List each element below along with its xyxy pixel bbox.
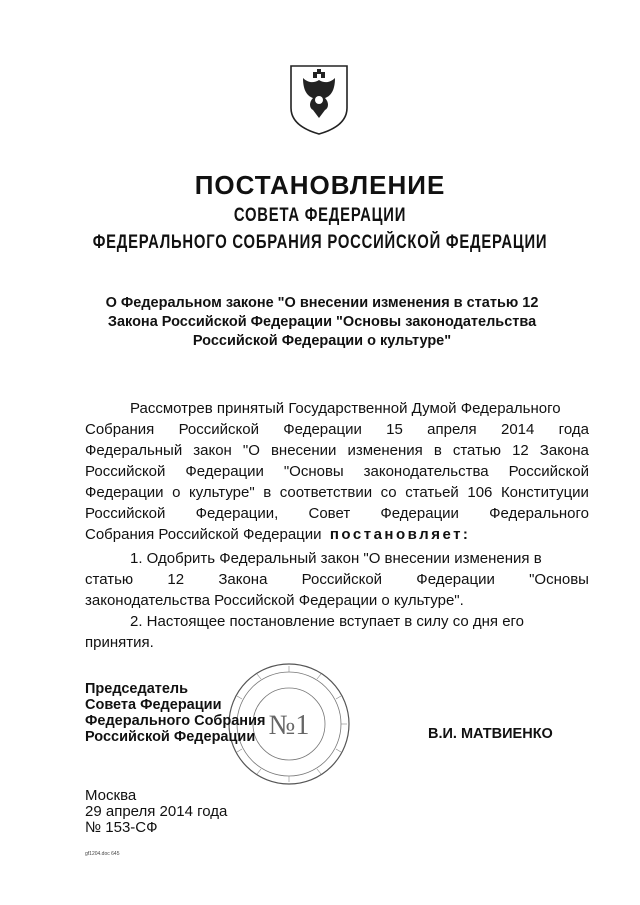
date: 29 апреля 2014 года <box>85 803 228 820</box>
word: Конституции <box>500 484 589 501</box>
word: Российской <box>178 421 259 438</box>
word: Федеральный <box>85 442 183 459</box>
text-line: 2. Настоящее постановление вступает в силу со дня его <box>130 613 525 630</box>
signer-line: Председатель <box>85 681 189 697</box>
signer-line: Федерального Собрания <box>85 713 266 729</box>
word: "О <box>242 442 260 459</box>
word: Федерации <box>185 463 264 480</box>
signer-position <box>85 681 265 745</box>
word: закон <box>193 442 232 459</box>
heading-line: О Федеральном законе "О внесении изменения в статью 12 <box>105 295 539 311</box>
signer-line: Российской Федерации <box>85 729 256 745</box>
word: Российской <box>301 571 383 588</box>
place-date-number <box>85 788 227 836</box>
text-line <box>85 569 589 590</box>
text-line <box>85 503 589 524</box>
heading-line: Закона Российской Федерации "Основы законодательства <box>107 314 537 330</box>
text-line: 1. Одобрить Федеральный закон "О внесении изменения в <box>130 550 542 567</box>
seal-number: №1 <box>268 710 310 741</box>
word: внесении <box>270 442 337 459</box>
document-title: ПОСТАНОВЛЕНИЕ <box>194 170 446 200</box>
word: апреля <box>427 421 477 438</box>
word: Федерации <box>416 571 495 588</box>
word: Российской <box>508 463 589 480</box>
text-line: Рассмотрев принятый Государственной Думой Федерального <box>130 400 561 417</box>
word: 12 <box>167 571 185 588</box>
signer-line: Совета Федерации <box>85 697 222 713</box>
word: Федерации <box>283 421 362 438</box>
text-line <box>85 461 589 482</box>
word: изменения <box>347 442 423 459</box>
word: культуре" <box>188 484 255 501</box>
word: статью <box>452 442 502 459</box>
word: в <box>263 484 272 501</box>
text-span: Собрания Российской Федерации <box>85 526 322 543</box>
word: Федерального <box>489 505 589 522</box>
word: 12 <box>512 442 529 459</box>
word: 106 <box>467 484 493 501</box>
word: "Основы <box>529 571 589 588</box>
resolution-items <box>85 548 589 653</box>
word: Федерации <box>85 484 164 501</box>
word: статьей <box>405 484 459 501</box>
state-emblem-icon <box>287 62 351 136</box>
word: года <box>558 421 589 438</box>
document-heading <box>80 294 564 351</box>
word: Закона <box>539 442 589 459</box>
word: соответствии <box>279 484 373 501</box>
document-number: № 153-СФ <box>85 819 158 836</box>
word: о <box>172 484 181 501</box>
word: в <box>433 442 442 459</box>
signer-name: В.И. МАТВИЕНКО <box>428 726 553 742</box>
issuer-line-2: ФЕДЕРАЛЬНОГО СОБРАНИЯ РОССИЙСКОЙ ФЕДЕРАЦИИ <box>92 232 548 253</box>
text-line <box>85 440 589 461</box>
text-line <box>85 482 589 503</box>
text-line <box>85 524 589 545</box>
preamble-paragraph <box>85 398 589 545</box>
word: со <box>380 484 397 501</box>
issuer-line-1: СОВЕТА ФЕДЕРАЦИИ <box>233 205 407 226</box>
word: статью <box>85 571 134 588</box>
word: 15 <box>386 421 403 438</box>
word: Федерации, <box>195 505 279 522</box>
word: "Основы <box>283 463 344 480</box>
text-line: принятия. <box>85 634 154 651</box>
decree-word: постановляет: <box>329 526 471 543</box>
word: Российской <box>85 463 166 480</box>
text-line: законодательства Российской Федерации о культуре". <box>85 592 464 609</box>
word: Закона <box>218 571 268 588</box>
text-line <box>85 419 589 440</box>
file-reference: gf1204.doc 645 <box>85 851 120 857</box>
heading-line: Российской Федерации о культуре" <box>192 333 452 349</box>
word: Федерации <box>380 505 459 522</box>
city: Москва <box>85 787 137 804</box>
word: Совет <box>308 505 351 522</box>
word: 2014 <box>500 421 535 438</box>
word: Российской <box>85 505 166 522</box>
word: Собрания <box>85 421 155 438</box>
word: законодательства <box>363 463 489 480</box>
